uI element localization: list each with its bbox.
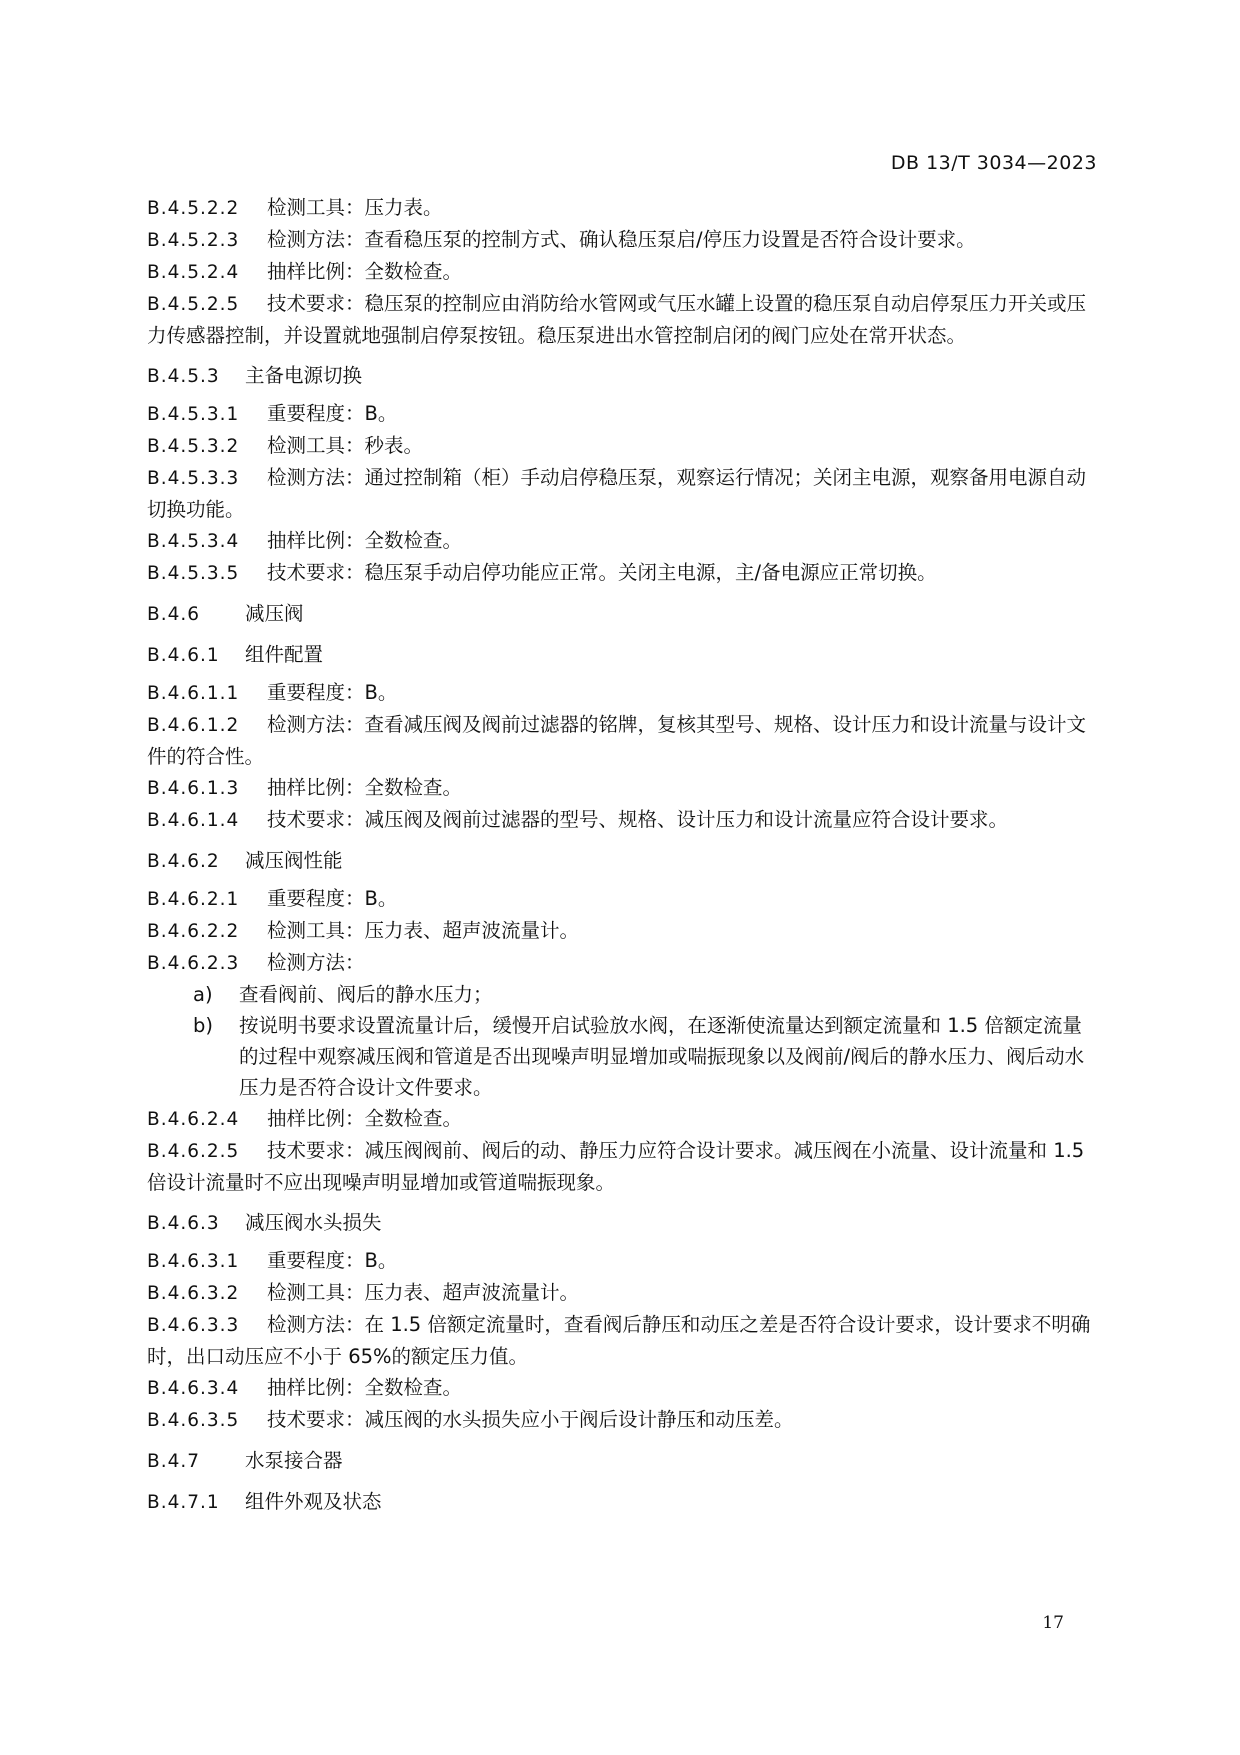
section-number: B.4.6.1 <box>147 645 220 666</box>
list-item <box>147 1010 1092 1103</box>
clause-number: B.4.6.1.4 <box>147 810 240 831</box>
clause-text: 重要程度：B。 <box>267 402 398 425</box>
clause-text: 检测方法：查看减压阀及阀前过滤器的铭牌，复核其型号、规格、设计压力和设计流量与设计文件的符合性。 <box>147 713 1087 768</box>
list-item-marker: a) <box>193 983 213 1006</box>
section-number: B.4.6 <box>147 604 200 625</box>
list-item-text: 查看阀前、阀后的静水压力； <box>239 983 493 1006</box>
clause-number: B.4.5.2.2 <box>147 198 240 219</box>
clause-text: 技术要求：稳压泵手动启停功能应正常。关闭主电源，主/备电源应正常切换。 <box>267 561 937 584</box>
clause-text: 技术要求：减压阀阀前、阀后的动、静压力应符合设计要求。减压阀在小流量、设计流量和 1.5 倍设计流量时不应出现噪声明显增加或管道喘振现象。 <box>147 1139 1085 1194</box>
clause-text: 重要程度：B。 <box>267 1249 398 1272</box>
clause-text: 检测工具：压力表。 <box>267 196 443 219</box>
page-number: 17 <box>1042 1613 1064 1633</box>
section-number: B.4.6.3 <box>147 1213 220 1234</box>
standard-code: DB 13/T 3034—2023 <box>890 152 1097 174</box>
section-heading <box>147 845 1092 877</box>
clause-paragraph <box>147 224 1092 256</box>
clause-paragraph <box>147 1103 1092 1135</box>
clause-paragraph <box>147 256 1092 288</box>
clause-paragraph <box>147 192 1092 224</box>
section-heading <box>147 1207 1092 1239</box>
clause-paragraph <box>147 947 1092 979</box>
clause-number: B.4.5.2.4 <box>147 262 240 283</box>
section-number: B.4.7 <box>147 1451 200 1472</box>
clause-text: 检测方法： <box>267 951 365 974</box>
section-title: 水泵接合器 <box>245 1449 343 1472</box>
clause-text: 重要程度：B。 <box>267 681 398 704</box>
clause-text: 抽样比例：全数检查。 <box>267 260 463 283</box>
clause-paragraph <box>147 709 1092 772</box>
clause-paragraph <box>147 1245 1092 1277</box>
clause-number: B.4.6.3.2 <box>147 1283 240 1304</box>
clause-number: B.4.6.1.3 <box>147 778 240 799</box>
clause-number: B.4.5.3.1 <box>147 404 240 425</box>
section-title: 主备电源切换 <box>245 364 363 387</box>
section-title: 减压阀性能 <box>245 849 343 872</box>
section-title: 组件配置 <box>245 643 324 666</box>
clause-number: B.4.6.3.3 <box>147 1315 240 1336</box>
clause-paragraph <box>147 915 1092 947</box>
clause-number: B.4.5.3.3 <box>147 468 240 489</box>
clause-text: 检测工具：压力表、超声波流量计。 <box>267 1281 580 1304</box>
section-heading <box>147 598 1092 630</box>
clause-paragraph <box>147 1404 1092 1436</box>
clause-number: B.4.6.3.1 <box>147 1251 240 1272</box>
section-heading <box>147 639 1092 671</box>
clause-paragraph <box>147 398 1092 430</box>
clause-text: 检测工具：压力表、超声波流量计。 <box>267 919 580 942</box>
section-heading <box>147 1486 1092 1518</box>
clause-text: 检测方法：通过控制箱（柜）手动启停稳压泵，观察运行情况；关闭主电源，观察备用电源自动切换功能。 <box>147 466 1087 521</box>
clause-paragraph <box>147 288 1092 351</box>
section-heading <box>147 360 1092 392</box>
clause-number: B.4.6.2.1 <box>147 889 240 910</box>
clause-text: 抽样比例：全数检查。 <box>267 776 463 799</box>
clause-number: B.4.5.3.4 <box>147 531 240 552</box>
section-number: B.4.7.1 <box>147 1492 220 1513</box>
clause-paragraph <box>147 1309 1092 1372</box>
clause-paragraph <box>147 462 1092 525</box>
clause-text: 检测方法：在 1.5 倍额定流量时，查看阀后静压和动压之差是否符合设计要求，设计要求不明确时，出口动压应不小于 65%的额定压力值。 <box>147 1313 1091 1368</box>
clause-number: B.4.6.2.3 <box>147 953 240 974</box>
clause-paragraph <box>147 1135 1092 1198</box>
section-heading <box>147 1445 1092 1477</box>
clause-text: 技术要求：减压阀及阀前过滤器的型号、规格、设计压力和设计流量应符合设计要求。 <box>267 808 1009 831</box>
section-number: B.4.5.3 <box>147 366 220 387</box>
clause-paragraph <box>147 804 1092 836</box>
clause-text: 技术要求：减压阀的水头损失应小于阀后设计静压和动压差。 <box>267 1408 794 1431</box>
clause-paragraph <box>147 557 1092 589</box>
clause-number: B.4.5.3.5 <box>147 563 240 584</box>
clause-paragraph <box>147 1277 1092 1309</box>
clause-paragraph <box>147 883 1092 915</box>
clause-number: B.4.5.2.5 <box>147 294 240 315</box>
clause-paragraph <box>147 677 1092 709</box>
clause-number: B.4.6.2.2 <box>147 921 240 942</box>
clause-number: B.4.6.3.4 <box>147 1378 240 1399</box>
section-title: 减压阀 <box>245 602 304 625</box>
list-item-marker: b) <box>193 1014 213 1037</box>
section-number: B.4.6.2 <box>147 851 220 872</box>
clause-paragraph <box>147 1372 1092 1404</box>
clause-number: B.4.6.2.5 <box>147 1141 240 1162</box>
clause-number: B.4.6.1.1 <box>147 683 240 704</box>
clause-text: 抽样比例：全数检查。 <box>267 1107 463 1130</box>
clause-text: 技术要求：稳压泵的控制应由消防给水管网或气压水罐上设置的稳压泵自动启停泵压力开关或压力传感器控制，并设置就地强制启停泵按钮。稳压泵进出水管控制启闭的阀门应处在常开状态。 <box>147 292 1087 347</box>
clause-number: B.4.5.3.2 <box>147 436 240 457</box>
clause-number: B.4.6.1.2 <box>147 715 240 736</box>
clause-text: 检测方法：查看稳压泵的控制方式、确认稳压泵启/停压力设置是否符合设计要求。 <box>267 228 976 251</box>
clause-number: B.4.6.3.5 <box>147 1410 240 1431</box>
clause-text: 抽样比例：全数检查。 <box>267 529 463 552</box>
list-item <box>147 979 1092 1010</box>
document-body <box>147 192 1092 1524</box>
clause-text: 抽样比例：全数检查。 <box>267 1376 463 1399</box>
clause-paragraph <box>147 525 1092 557</box>
list-item-text: 按说明书要求设置流量计后，缓慢开启试验放水阀，在逐渐使流量达到额定流量和 1.5 倍额定流量的过程中观察减压阀和管道是否出现噪声明显增加或喘振现象以及阀前/阀后的静水压力、阀后动水压力是否符合设计文件要求。 <box>239 1014 1085 1099</box>
clause-number: B.4.5.2.3 <box>147 230 240 251</box>
clause-number: B.4.6.2.4 <box>147 1109 240 1130</box>
clause-text: 检测工具：秒表。 <box>267 434 424 457</box>
section-title: 减压阀水头损失 <box>245 1211 382 1234</box>
clause-paragraph <box>147 430 1092 462</box>
clause-paragraph <box>147 772 1092 804</box>
clause-text: 重要程度：B。 <box>267 887 398 910</box>
section-title: 组件外观及状态 <box>245 1490 382 1513</box>
